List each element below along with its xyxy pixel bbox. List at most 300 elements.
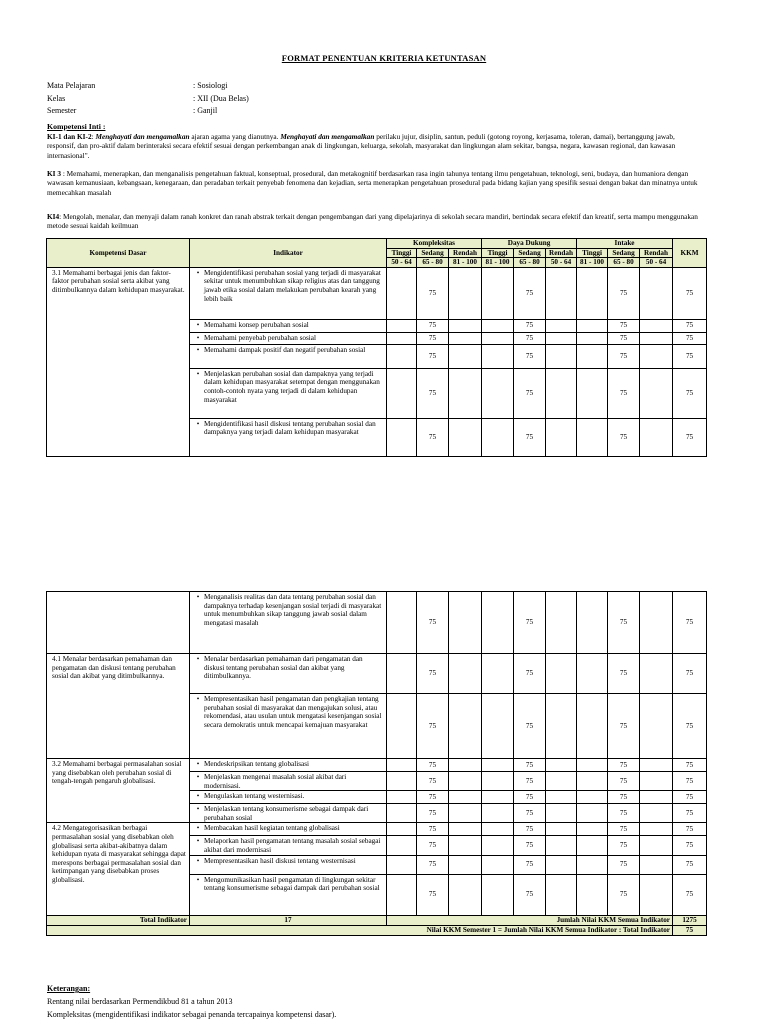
total-indikator-row [47,915,707,925]
intake-value-cell: 75 [608,791,640,804]
empty-cell [387,772,417,791]
meta-value: : XII (Dua Belas) [193,93,249,103]
ki12-text-2: perilaku jujur, disiplin, santun, peduli (gotong royong, kerjasama, toleran, damai), bertanggung jawab, responsif, dan pro-aktif dalam berinteraksi secara efektif sesuai dengan perkembangan anak di lingkungan, keluarga, sekolah, masyarakat dan lingkungan alam sekitar, bangsa, negara, kawasan regional, dan kawasan internasional". [47,132,676,160]
bullet-icon: • [196,268,200,277]
kompetensi-dasar-cell: 4.2 Mengategorisasikan berbagai permasalahan sosial yang disebabkan oleh globalisasi serta akibat-akibatnya dalam kehidupan nyata di masyarakat sehingga dapat merespons berbagai permasalahan sosial dan ketimpangan yang disebabkan proses globalisasi. [47,823,190,915]
empty-cell [449,267,482,319]
intake-value-cell: 75 [608,874,640,915]
daya-value-cell: 75 [514,772,546,791]
empty-cell [640,759,673,772]
bullet-icon: • [196,320,200,329]
empty-cell [482,592,514,654]
empty-cell [577,332,608,344]
empty-cell [449,759,482,772]
bullet-item [192,321,384,330]
level-cell: Rendah [449,248,482,258]
table-header-row [47,239,707,249]
empty-cell [640,654,673,694]
indikator-cell [190,874,387,915]
header-kompetensi-dasar: Kompetensi Dasar [47,239,190,268]
bullet-item [192,420,384,437]
level-cell: Tinggi [482,248,514,258]
empty-cell [387,823,417,836]
ki12-text-1: ajaran agama yang dianutnya. [189,132,281,141]
ki4-text: : Mengolah, menalar, dan menyaji dalam ranah konkret dan ranah abstrak terkait dengan pengembangan dari yang dipelajarinya di sekolah secara mandiri, bertindak secara efektif dan kreatif, serta mampu menggunakan metode sesuai kaidah keilmuan [47,212,698,231]
empty-cell [449,804,482,823]
kkm-value-cell: 75 [673,804,707,823]
empty-cell [449,823,482,836]
empty-cell [546,855,577,874]
empty-cell [546,654,577,694]
intake-value-cell: 75 [608,694,640,759]
empty-cell [449,772,482,791]
empty-cell [449,368,482,418]
bullet-item [192,857,384,866]
header-kkm: KKM [673,239,707,268]
intake-value-cell: 75 [608,772,640,791]
empty-cell [387,332,417,344]
indikator-text: Mempresentasikan hasil pengamatan dan pengkajian tentang perubahan sosial di masyarakat dan mengajukan solusi, atau rekomendasi, atau usulan untuk mengatasi kesenjangan sosial secara demokratis untuk mencapai kemajuan masyarakat [204,695,382,729]
empty-cell [640,418,673,456]
indikator-cell [190,823,387,836]
empty-cell [577,836,608,855]
empty-cell [640,332,673,344]
empty-cell [546,694,577,759]
komp-value-cell: 75 [417,772,449,791]
empty-cell [449,791,482,804]
bullet-icon: • [196,792,200,801]
empty-cell [640,836,673,855]
komp-value-cell: 75 [417,332,449,344]
intake-value-cell: 75 [608,267,640,319]
empty-cell [482,791,514,804]
range-cell: 65 - 80 [417,258,449,268]
bullet-item [192,655,384,681]
range-cell: 81 - 100 [577,258,608,268]
empty-cell [546,772,577,791]
kompetensi-dasar-cell: 3.1 Memahami berbagai jenis dan faktor-faktor perubahan sosial serta akibat yang ditimbulkannya dalam kehidupan masyarakat. [47,267,190,456]
ki12-sep: : [91,132,96,141]
empty-cell [387,855,417,874]
komp-value-cell: 75 [417,592,449,654]
intake-value-cell: 75 [608,418,640,456]
komp-value-cell: 75 [417,874,449,915]
daya-value-cell: 75 [514,654,546,694]
ki3-text: : Memahami, menerapkan, dan menganalisis pengetahuan faktual, konseptual, prosedural, dan metakognitif berdasarkan rasa ingin tahunya tentang ilmu pengetahuan, teknologi, seni, budaya, dan humaniora dengan wawasan kemanusiaan, kebangsaan, kenegaraan, dan peradaban terkait penyebab fenomena dan kejadian, serta menerapkan pengetahuan prosedural pada bidang kajian yang spesifik sesuai dengan bakat dan minatnya untuk memecahkan masalah [47,169,698,197]
range-cell: 50 - 64 [546,258,577,268]
bullet-item [192,370,384,404]
ki-4-paragraph [47,212,705,231]
kkm-table-part-1 [46,238,707,457]
empty-cell [482,874,514,915]
kkm-value-cell: 75 [673,319,707,332]
range-cell: 81 - 100 [482,258,514,268]
range-cell: 50 - 64 [640,258,673,268]
intake-value-cell: 75 [608,319,640,332]
indikator-text: Mendeskripsikan tentang globalisasi [204,760,309,768]
ki4-label: KI4 [47,212,60,221]
meta-key: Mata Pelajaran [47,81,96,90]
subject-info [47,80,249,118]
indikator-cell [190,804,387,823]
empty-cell [449,418,482,456]
empty-cell [577,874,608,915]
empty-cell [577,759,608,772]
empty-cell [546,368,577,418]
jumlah-nilai-value: 1275 [673,915,707,925]
meta-row-mata-pelajaran [47,80,249,93]
range-cell: 50 - 64 [387,258,417,268]
ki-1-2-paragraph [47,122,705,160]
kompetensi-dasar-cell: 3.2 Memahami berbagai permasalahan sosial yang disebabkan oleh perubahan sosial di tengah-tengah pengaruh globalisasi. [47,759,190,823]
bullet-item [192,824,384,833]
empty-cell [449,332,482,344]
empty-cell [387,592,417,654]
daya-value-cell: 75 [514,804,546,823]
indikator-text: Menjelaskan mengenai masalah sosial akibat dari modernisasi. [204,773,347,790]
kkm-value-cell: 75 [673,759,707,772]
table-row [47,823,707,836]
kkm-value-cell: 75 [673,418,707,456]
komp-value-cell: 75 [417,823,449,836]
bullet-item [192,334,384,343]
bullet-icon: • [196,419,200,428]
indikator-text: Mengulaskan tentang westernisasi. [204,792,305,801]
komp-value-cell: 75 [417,836,449,855]
empty-cell [449,654,482,694]
bullet-icon: • [196,655,200,663]
bullet-icon: • [196,760,200,768]
keterangan-line: Kompleksitas (mengidentifikasi indikator sebagai penanda tercapainya kompetensi dasar). [47,1010,337,1019]
empty-cell [482,368,514,418]
empty-cell [482,654,514,694]
komp-value-cell: 75 [417,855,449,874]
range-cell: 81 - 100 [449,258,482,268]
indikator-cell [190,267,387,319]
bullet-icon: • [196,345,200,354]
komp-value-cell: 75 [417,344,449,368]
empty-cell [546,791,577,804]
empty-cell [482,694,514,759]
table-row [47,267,707,319]
ki12-bold-1: Menghayati dan mengamalkan [95,132,190,141]
total-indikator-label: Total Indikator [47,915,190,925]
bullet-icon: • [196,837,200,846]
intake-value-cell: 75 [608,592,640,654]
empty-cell [387,694,417,759]
indikator-cell [190,791,387,804]
indikator-cell [190,344,387,368]
empty-cell [546,874,577,915]
empty-cell [640,592,673,654]
range-cell: 65 - 80 [514,258,546,268]
nilai-kkm-semester-row [47,925,707,935]
bullet-item [192,269,384,303]
bullet-item [192,805,384,822]
empty-cell [577,654,608,694]
level-cell: Sedang [417,248,449,258]
level-cell: Rendah [640,248,673,258]
indikator-text: Melaporkan hasil pengamatan tentang masalah sosial sebagai akibat dari modernisasi [204,837,381,854]
empty-cell [482,804,514,823]
empty-cell [387,836,417,855]
komp-value-cell: 75 [417,267,449,319]
komp-value-cell: 75 [417,319,449,332]
empty-cell [546,759,577,772]
table-row [47,654,707,694]
daya-value-cell: 75 [514,836,546,855]
empty-cell [546,804,577,823]
empty-cell [640,855,673,874]
empty-cell [449,344,482,368]
bullet-icon: • [196,333,200,342]
empty-cell [482,855,514,874]
intake-value-cell: 75 [608,804,640,823]
daya-value-cell: 75 [514,855,546,874]
kkm-value-cell: 75 [673,823,707,836]
komp-value-cell: 75 [417,804,449,823]
indikator-text: Mengidentifikasi hasil diskusi tentang perubahan sosial dan dampaknya yang terjadi dalam kehidupan masyarakat [204,419,376,437]
daya-value-cell: 75 [514,823,546,836]
kkm-value-cell: 75 [673,592,707,654]
empty-cell [449,592,482,654]
indikator-cell [190,772,387,791]
kkm-value-cell: 75 [673,654,707,694]
bullet-icon: • [196,856,200,865]
komp-value-cell: 75 [417,759,449,772]
empty-cell [546,319,577,332]
empty-cell [640,874,673,915]
empty-cell [640,804,673,823]
daya-value-cell: 75 [514,368,546,418]
empty-cell [640,694,673,759]
ki-3-paragraph [47,169,705,197]
daya-value-cell: 75 [514,759,546,772]
empty-cell [482,823,514,836]
empty-cell [640,772,673,791]
bullet-icon: • [196,824,200,833]
empty-cell [449,874,482,915]
kkm-value-cell: 75 [673,344,707,368]
empty-cell [387,791,417,804]
empty-cell [640,344,673,368]
empty-cell [482,759,514,772]
daya-value-cell: 75 [514,874,546,915]
empty-cell [387,759,417,772]
keterangan-line: Rentang nilai berdasarkan Permendikbud 81 a tahun 2013 [47,997,233,1006]
bullet-icon: • [196,805,200,814]
total-indikator-value: 17 [190,915,387,925]
indikator-cell [190,332,387,344]
empty-cell [577,804,608,823]
empty-cell [546,823,577,836]
kkm-value-cell: 75 [673,874,707,915]
header-intake: Intake [577,239,673,249]
indikator-cell [190,759,387,772]
empty-cell [387,344,417,368]
empty-cell [482,344,514,368]
keterangan-section [47,982,336,1021]
indikator-cell [190,836,387,855]
daya-value-cell: 75 [514,267,546,319]
indikator-text: Mempresentasikan hasil diskusi tentang westernisasi [204,856,356,865]
bullet-icon: • [196,695,200,703]
bullet-item [192,837,384,854]
empty-cell [387,654,417,694]
bullet-item [192,346,384,355]
intake-value-cell: 75 [608,836,640,855]
empty-cell [387,319,417,332]
empty-cell [482,267,514,319]
meta-key: Kelas [47,93,66,103]
kkm-value-cell: 75 [673,332,707,344]
bullet-item [192,792,384,801]
empty-cell [640,319,673,332]
indikator-text: Memahami penyebab perubahan sosial [204,333,316,342]
empty-cell [387,874,417,915]
bullet-item [192,773,384,790]
range-cell: 65 - 80 [608,258,640,268]
intake-value-cell: 75 [608,823,640,836]
meta-key: Semester [47,106,77,115]
kkm-value-cell: 75 [673,791,707,804]
kkm-value-cell: 75 [673,855,707,874]
indikator-cell [190,855,387,874]
empty-cell [546,344,577,368]
komp-value-cell: 75 [417,791,449,804]
bullet-item [192,593,384,627]
kkm-value-cell: 75 [673,772,707,791]
level-cell: Tinggi [387,248,417,258]
indikator-cell [190,319,387,332]
indikator-cell [190,654,387,694]
intake-value-cell: 75 [608,855,640,874]
keterangan-heading: Keterangan: [47,984,91,993]
empty-cell [577,791,608,804]
indikator-cell [190,368,387,418]
daya-value-cell: 75 [514,319,546,332]
indikator-cell [190,694,387,759]
bullet-item [192,760,384,769]
indikator-text: Memahami konsep perubahan sosial [204,320,309,329]
empty-cell [449,836,482,855]
level-cell: Rendah [546,248,577,258]
empty-cell [577,592,608,654]
bullet-icon: • [196,369,200,378]
kkm-value-cell: 75 [673,836,707,855]
ki12-label: KI-1 dan KI-2 [47,132,92,141]
empty-cell [577,368,608,418]
intake-value-cell: 75 [608,759,640,772]
bullet-icon: • [196,773,200,781]
empty-cell [546,332,577,344]
daya-value-cell: 75 [514,344,546,368]
indikator-text: Menalar berdasarkan pemahaman dari pengamatan dan diskusi tentang perubahan sosial dan akibat yang ditimbulkannya. [204,655,363,681]
empty-cell [577,267,608,319]
empty-cell [640,823,673,836]
intake-value-cell: 75 [608,332,640,344]
empty-cell [449,319,482,332]
kompetensi-dasar-cell: 4.1 Menalar berdasarkan pemahaman dan pengamatan dan diskusi tentang perubahan sosial dan akibat yang ditimbulkannya. [47,654,190,759]
meta-row-kelas [47,93,249,106]
empty-cell [482,332,514,344]
header-kompleksitas: Kompleksitas [387,239,482,249]
daya-value-cell: 75 [514,332,546,344]
indikator-text: Mengomunikasikan hasil pengamatan di lingkungan sekitar tentang konsumerisme sebagai dampak dari perubahan sosial [204,875,380,893]
komp-value-cell: 75 [417,654,449,694]
table-row [47,759,707,772]
empty-cell [640,791,673,804]
indikator-text: Memahami dampak positif dan negatif perubahan sosial [204,345,366,354]
nilai-kkm-semester-value: 75 [673,925,707,935]
daya-value-cell: 75 [514,694,546,759]
daya-value-cell: 75 [514,592,546,654]
meta-value: : Ganjil [193,106,218,115]
empty-cell [640,368,673,418]
empty-cell [546,418,577,456]
empty-cell [640,267,673,319]
level-cell: Sedang [514,248,546,258]
bullet-item [192,695,384,729]
empty-cell [482,418,514,456]
nilai-kkm-semester-label: Nilai KKM Semester 1 = Jumlah Nilai KKM Semua Indikator : Total Indikator [47,925,673,935]
empty-cell [577,319,608,332]
empty-cell [577,823,608,836]
ki12-bold-2: Menghayati dan mengamalkan [280,132,375,141]
indikator-text: Menganalisis realitas dan data tentang perubahan sosial dan dampaknya terhadap kesenjangan sosial terjadi di masyarakat untuk menumbuhkan sikap tanggung jawab sosial dalam mengatasi masalah [204,593,382,627]
meta-row-semester [47,105,249,118]
empty-cell [577,772,608,791]
empty-cell [449,855,482,874]
indikator-cell [190,592,387,654]
empty-cell [482,319,514,332]
level-cell: Tinggi [577,248,608,258]
empty-cell [387,368,417,418]
empty-cell [387,418,417,456]
ki-heading: Kompetensi Inti : [47,122,106,131]
empty-cell [577,418,608,456]
jumlah-nilai-label: Jumlah Nilai KKM Semua Indikator [387,915,673,925]
empty-cell [546,267,577,319]
level-cell: Sedang [608,248,640,258]
empty-cell [482,836,514,855]
komp-value-cell: 75 [417,368,449,418]
empty-cell [546,836,577,855]
daya-value-cell: 75 [514,418,546,456]
document-title: FORMAT PENENTUAN KRITERIA KETUNTASAN [281,53,487,63]
ki3-label: KI 3 [47,169,61,178]
intake-value-cell: 75 [608,654,640,694]
komp-value-cell: 75 [417,418,449,456]
empty-cell [387,804,417,823]
empty-cell [449,694,482,759]
indikator-text: Mengidentifikasi perubahan sosial yang terjadi di masyarakat sekitar untuk menumbuhkan sikap religius atas dan tanggung jawab etika sosial dalam melakukan perubahan kearah yang lebih baik [204,268,381,303]
header-indikator: Indikator [190,239,387,268]
kkm-value-cell: 75 [673,267,707,319]
empty-cell [577,855,608,874]
indikator-text: Menjelaskan tentang konsumerisme sebagai dampak dari perubahan sosial [204,805,369,822]
empty-cell [546,592,577,654]
header-daya-dukung: Daya Dukung [482,239,577,249]
empty-cell [482,772,514,791]
bullet-icon: • [196,593,200,601]
bullet-item [192,876,384,893]
kkm-table-part-2 [46,591,707,936]
kkm-value-cell: 75 [673,368,707,418]
indikator-text: Membacakan hasil kegiatan tentang globalisasi [204,824,340,833]
empty-cell [577,344,608,368]
kompetensi-dasar-cell [47,592,190,654]
